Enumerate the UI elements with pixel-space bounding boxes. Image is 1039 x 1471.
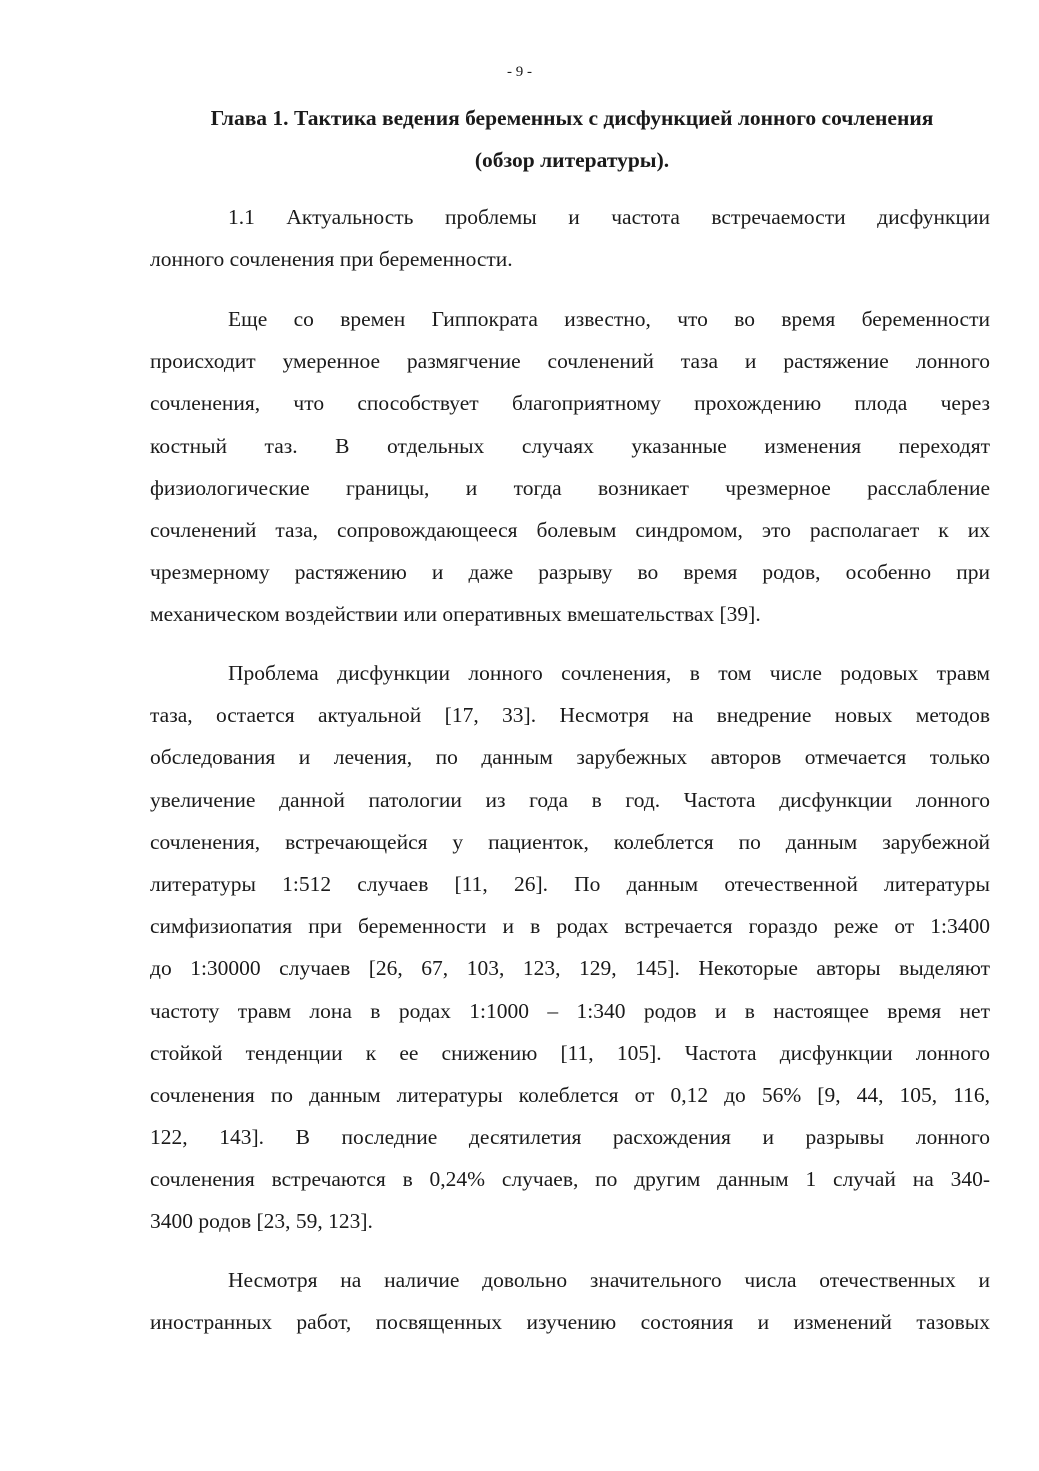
text-line: сочленения, встречающейся у пациенток, колеблется по данным зарубежной [150, 829, 990, 854]
text-line: симфизиопатия при беременности и в родах встречается гораздо реже от 1:3400 [150, 914, 990, 939]
text-line: Проблема дисфункции лонного сочленения, в том числе родовых травм [228, 661, 990, 685]
chapter-title-text: Тактика ведения беременных с дисфункцией лонного сочленения [293, 106, 934, 130]
text-line: сочленений таза, сопровождающееся болевым синдромом, это располагает к их [150, 517, 990, 542]
chapter-title-line-2: (обзор литературы). [474, 148, 670, 172]
text-line: механическом воздействии или оперативных вмешательствах [39]. [150, 602, 761, 627]
section-heading [150, 196, 990, 280]
text-line: происходит умеренное размягчение сочленений таза и растяжение лонного [150, 349, 990, 374]
chapter-title-line-1 [172, 97, 972, 139]
paragraph-1 [150, 298, 990, 636]
paragraph-2 [150, 652, 990, 1243]
text-line: увеличение данной патологии из года в год. Частота дисфункции лонного [150, 787, 990, 812]
text-line: физиологические границы, и тогда возникает чрезмерное расслабление [150, 475, 990, 500]
text-line: таза, остается актуальной [17, 33]. Несмотря на внедрение новых методов [150, 703, 990, 728]
text-line: до 1:30000 случаев [26, 67, 103, 123, 129, 145]. Некоторые авторы выделяют [150, 956, 990, 981]
text-line: обследования и лечения, по данным зарубежных авторов отмечается только [150, 745, 990, 770]
text-line: чрезмерному растяжению и даже разрыву во время родов, особенно при [150, 560, 990, 585]
text-line: сочленения по данным литературы колеблется от 0,12 до 56% [9, 44, 105, 116, [150, 1082, 990, 1107]
text-line: литературы 1:512 случаев [11, 26]. По данным отечественной литературы [150, 871, 990, 896]
chapter-label: Глава 1. [210, 106, 289, 130]
text-line: 3400 родов [23, 59, 123]. [150, 1209, 373, 1234]
page-number: - 9 - [507, 64, 532, 80]
text-line: Еще со времен Гиппократа известно, что во время беременности [228, 307, 990, 331]
text-line: иностранных работ, посвященных изучению состояния и изменений тазовых [150, 1310, 990, 1335]
text-line: Несмотря на наличие довольно значительного числа отечественных и [228, 1268, 990, 1292]
section-heading-line: 1.1 Актуальность проблемы и частота встречаемости дисфункции [228, 205, 990, 229]
text-line: костный таз. В отдельных случаях указанные изменения переходят [150, 433, 990, 458]
text-line: частоту травм лона в родах 1:1000 – 1:340 родов и в настоящее время нет [150, 998, 990, 1023]
text-line: сочленения встречаются в 0,24% случаев, по другим данным 1 случай на 340- [150, 1167, 990, 1192]
section-heading-line: лонного сочленения при беременности. [150, 247, 513, 272]
text-line: сочленения, что способствует благоприятному прохождению плода через [150, 391, 990, 416]
text-line: 122, 143]. В последние десятилетия расхождения и разрывы лонного [150, 1125, 990, 1150]
chapter-title [172, 97, 972, 181]
text-line: стойкой тенденции к ее снижению [11, 105]. Частота дисфункции лонного [150, 1040, 990, 1065]
paragraph-3 [150, 1259, 990, 1343]
